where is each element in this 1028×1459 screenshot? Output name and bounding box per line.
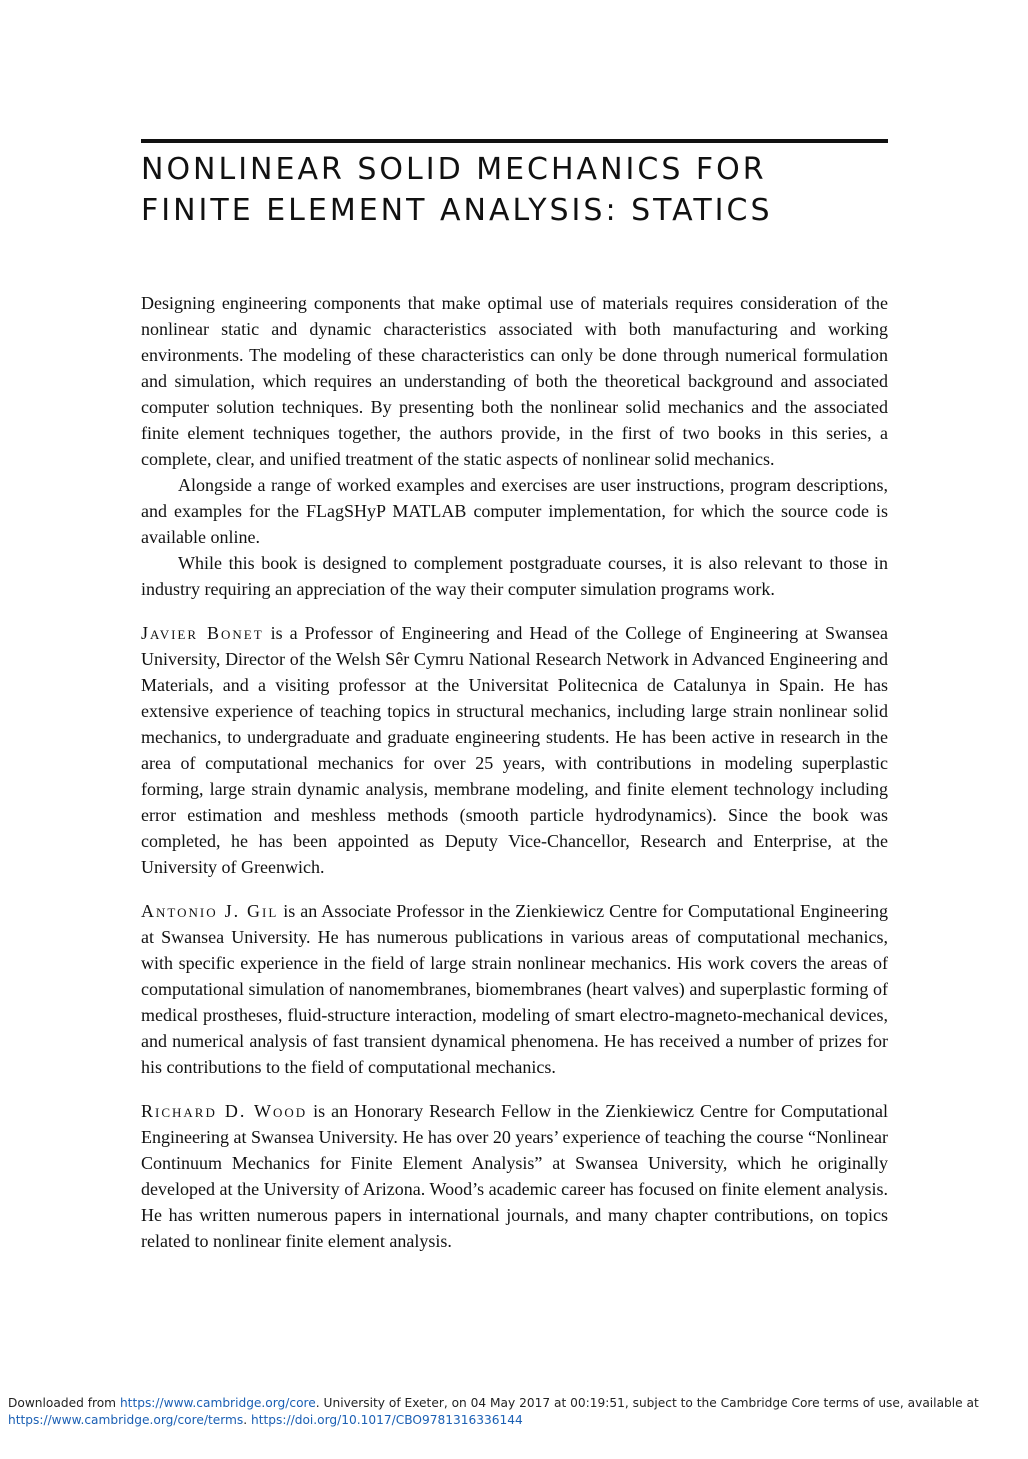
author-bio-bonet	[141, 620, 888, 880]
cambridge-terms-link[interactable]: https://www.cambridge.org/core/terms	[8, 1413, 244, 1427]
cambridge-core-link[interactable]: https://www.cambridge.org/core	[119, 1396, 316, 1410]
author-bio-text-bonet: is a Professor of Engineering and Head of the College of Engineering at Swansea University, Director of the Welsh Sêr Cymru National Research Network in Advanced Engineering and Materials, and a visiting professor at the Universitat Politecnica de Catalunya in Spain. He has extensive experience of teaching topics in structural mechanics, including large strain nonlinear solid mechanics, to undergraduate and graduate engineering students. He has been active in research in the area of computational mechanics for over 25 years, with contributions in modeling superplastic forming, large strain dynamic analysis, membrane modeling, and finite element technology including error estimation and meshless methods (smooth particle hydrodynamics). Since the book was completed, he has been appointed as Deputy Vice-Chancellor, Research and Enterprise, at the University of Greenwich.	[141, 623, 889, 877]
description-paragraph-2: Alongside a range of worked examples and exercises are user instructions, program descriptions, and examples for the FLagSHyP MATLAB computer implementation, for which the source code is available online.	[141, 475, 888, 547]
book-title-line-1: NONLINEAR SOLID MECHANICS FOR	[141, 152, 767, 187]
author-name-gil: Antonio J. Gil	[141, 901, 279, 921]
author-bio-gil	[141, 898, 888, 1080]
footer-prefix: Downloaded from	[8, 1396, 120, 1410]
book-title-line-2: FINITE ELEMENT ANALYSIS: STATICS	[141, 193, 773, 228]
author-bio-text-wood: is an Honorary Research Fellow in the Zienkiewicz Centre for Computational Engineering at Swansea University. He has over 20 years’ experience of teaching the course “Nonlinear Continuum Mechanics for Finite Element Analysis” at Swansea University, which he originally developed at the University of Arizona. Wood’s academic career has focused on finite element analysis. He has written numerous papers in international journals, and many chapter contributions, on topics related to nonlinear finite element analysis.	[141, 1101, 888, 1251]
author-bio-text-gil: is an Associate Professor in the Zienkiewicz Centre for Computational Engineering at Swansea University. He has numerous publications in various areas of computational mechanics, with specific experience in the field of large strain nonlinear mechanics. His work covers the areas of computational simulation of nanomembranes, biomembranes (heart valves) and superplastic forming of medical prostheses, fluid-structure interaction, modeling of smart electro-magneto-mechanical devices, and numerical analysis of fast transient dynamical phenomena. He has received a number of prizes for his contributions to the field of computational mechanics.	[141, 901, 888, 1077]
doi-link[interactable]: https://doi.org/10.1017/CBO9781316336144	[251, 1413, 523, 1427]
book-title	[141, 149, 888, 231]
author-name-bonet: Javier Bonet	[141, 623, 264, 643]
download-footer	[8, 1395, 1020, 1429]
author-name-wood: Richard D. Wood	[141, 1101, 308, 1121]
book-page	[141, 139, 888, 1254]
book-description	[141, 290, 888, 602]
author-bio-wood	[141, 1098, 888, 1254]
footer-terms-text: . University of Exeter, on 04 May 2017 at 00:19:51, subject to the Cambridge Core terms of use, available at	[315, 1396, 979, 1410]
description-paragraph-1: Designing engineering components that make optimal use of materials requires consideration of the nonlinear static and dynamic characteristics associated with both manufacturing and working environments. The modeling of these characteristics can only be done through numerical formulation and simulation, which requires an understanding of both the theoretical background and associated computer solution techniques. By presenting both the nonlinear solid mechanics and the associated finite element techniques together, the authors provide, in the first of two books in this series, a complete, clear, and unified treatment of the static aspects of nonlinear solid mechanics.	[141, 293, 888, 469]
description-paragraph-3: While this book is designed to complement postgraduate courses, it is also relevant to those in industry requiring an appreciation of the way their computer simulation programs work.	[141, 553, 888, 599]
footer-separator: .	[243, 1413, 252, 1427]
title-rule	[141, 139, 888, 143]
